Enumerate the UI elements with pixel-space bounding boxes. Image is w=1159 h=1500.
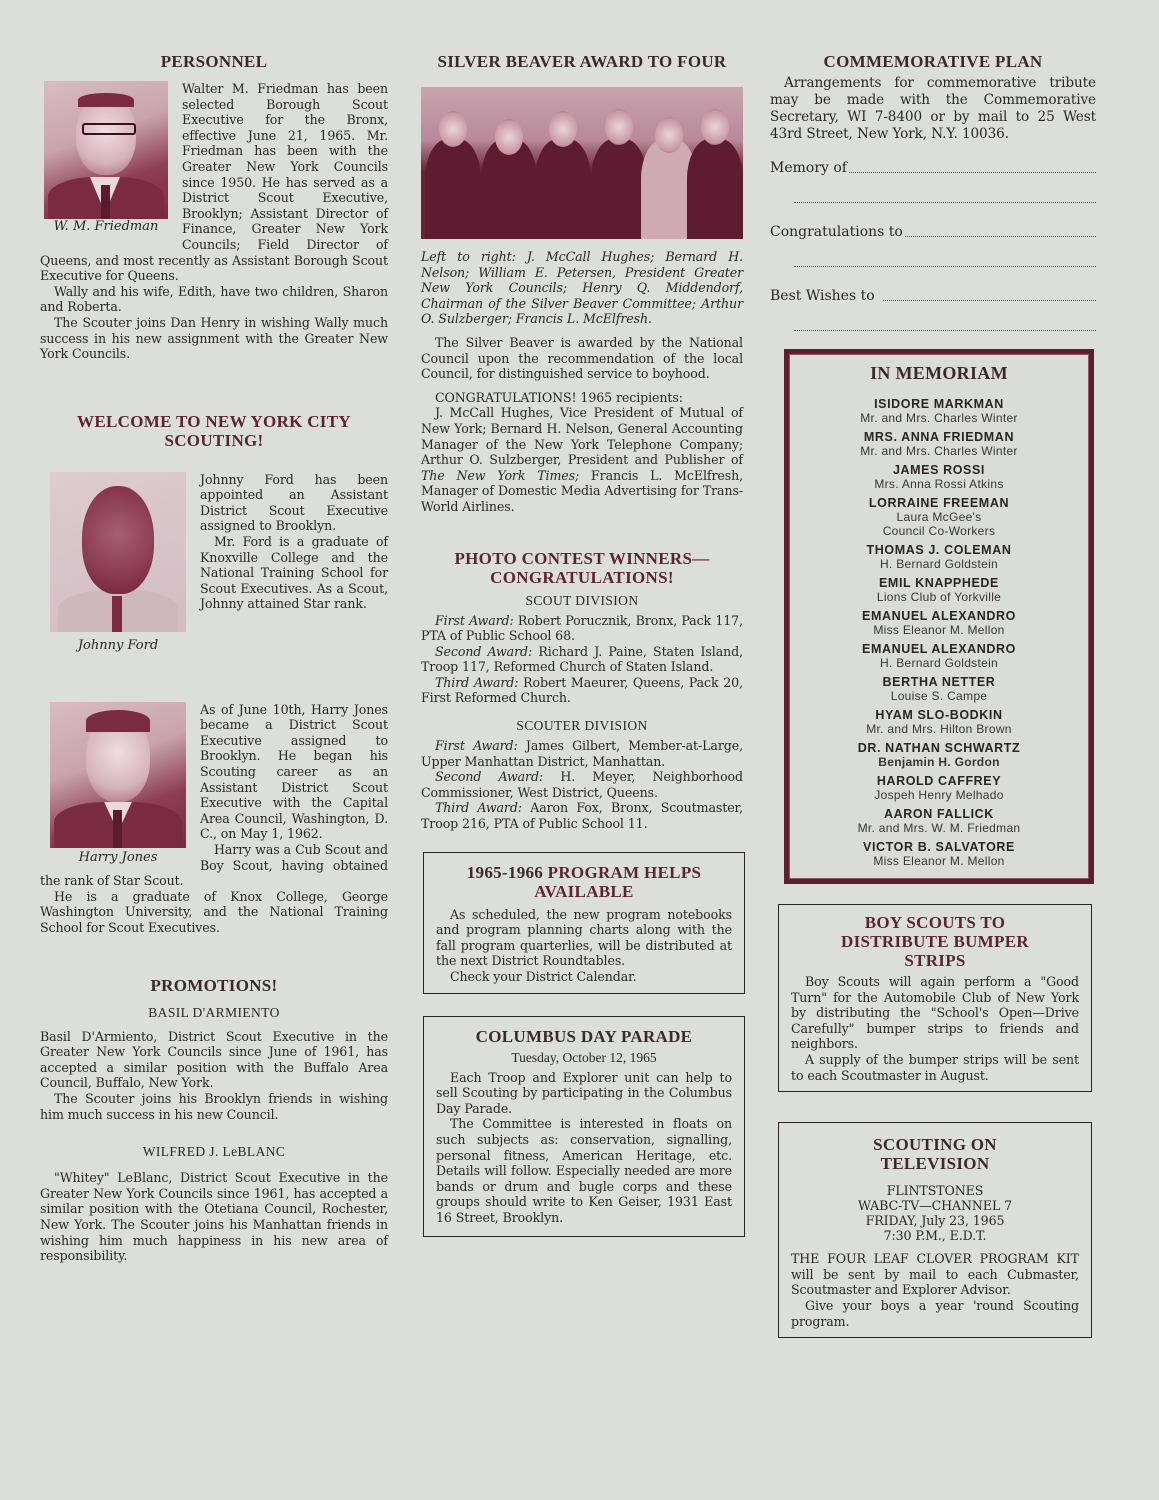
column-left xyxy=(40,52,388,1264)
memoriam-entry xyxy=(797,774,1081,802)
memory-of-line-2[interactable] xyxy=(794,202,1096,203)
award-text: Aaron Fox, Bronx, Scoutmaster, Troop 216, PTA of Public School 11. xyxy=(421,800,743,832)
promotion-paragraph: Basil D'Armiento, District Scout Executive in the Greater New York Councils since June of 1961, has accepted a similar position with the Buffalo Area Council, Buffalo, New York. xyxy=(40,1028,388,1091)
award-item xyxy=(421,769,743,800)
memoriam-donor: Mr. and Mrs. W. M. Friedman xyxy=(857,821,1021,835)
congratulations-to-line-2[interactable] xyxy=(794,266,1096,267)
memoriam-name: EMIL KNAPPHEDE xyxy=(879,576,999,590)
award-item xyxy=(421,800,743,831)
memoriam-name: LORRAINE FREEMAN xyxy=(868,496,1010,510)
award-label: Second Award: xyxy=(435,643,533,659)
memoriam-donor: Louise S. Campe xyxy=(890,689,988,703)
program-helps-box xyxy=(423,852,745,994)
recipients-text: Francis L. McElfresh, Manager of Domestic Media Advertising for Trans-World Airlines. xyxy=(421,467,744,514)
television-heading: SCOUTING ON TELEVISION xyxy=(873,1135,997,1174)
memoriam-donor: Benjamin H. Gordon xyxy=(878,755,1000,769)
memoriam-name: JAMES ROSSI xyxy=(892,463,986,477)
silver-beaver-congrats: CONGRATULATIONS! 1965 recipients: xyxy=(435,389,683,405)
memoriam-entry xyxy=(797,496,1081,538)
ford-paragraph: Mr. Ford is a graduate of Knoxville College and the National Training School for Scout Executives. As a Scout, Johnny attained Star rank. xyxy=(200,534,388,612)
jones-photo-block xyxy=(50,702,186,866)
award-item xyxy=(421,644,743,675)
promotion-name: BASIL D'ARMIENTO xyxy=(148,1004,280,1020)
memoriam-name: THOMAS J. COLEMAN xyxy=(866,543,1012,557)
memoriam-name: ISIDORE MARKMAN xyxy=(874,397,1004,411)
memory-of-label: Memory of xyxy=(770,160,847,176)
silver-beaver-heading: SILVER BEAVER AWARD TO FOUR xyxy=(437,52,727,71)
columbus-heading: COLUMBUS DAY PARADE xyxy=(475,1026,693,1046)
award-label: First Award: xyxy=(435,738,518,754)
silver-beaver-paragraph: The Silver Beaver is awarded by the National Council upon the recommendation of the local Council, for distinguished service to boyhood. xyxy=(421,334,743,382)
division-name: SCOUTER DIVISION xyxy=(516,718,648,734)
bumper-paragraph: A supply of the bumper strips will be sent to each Scoutmaster in August. xyxy=(791,1051,1079,1083)
memoriam-name: VICTOR B. SALVATORE xyxy=(863,840,1015,854)
memoriam-donor: Jospeh Henry Melhado xyxy=(874,788,1004,802)
television-box xyxy=(778,1122,1092,1338)
ford-caption: Johnny Ford xyxy=(77,637,159,653)
promotion-paragraph: "Whitey" LeBlanc, District Scout Executive in the Greater New York Councils since 1961, has accepted a similar position with the Otetiana Council, Rochester, New York. The Scouter joins his Manhattan friends in wishing him much happiness in his new area of responsibility. xyxy=(40,1170,388,1264)
promotion-paragraph: The Scouter joins his Brooklyn friends in wishing him much success in his new Council. xyxy=(40,1090,388,1122)
memoriam-list xyxy=(797,397,1081,868)
memoriam-entry xyxy=(797,397,1081,425)
best-wishes-to-label: Best Wishes to xyxy=(770,288,875,304)
award-label: Third Award: xyxy=(435,674,519,690)
personnel-paragraph: Wally and his wife, Edith, have two children, Sharon and Roberta. xyxy=(40,283,388,315)
memoriam-name: DR. NATHAN SCHWARTZ xyxy=(857,741,1021,755)
jones-paragraph: As of June 10th, Harry Jones became a District Scout Executive assigned to Brooklyn. He began his Scouting career as an Assistant District Scout Executive with the Capital Area Council, Washington, D. C., on May 1, 1962. xyxy=(200,701,388,842)
award-text: Robert Porucznik, Bronx, Pack 117, PTA of Public School 68. xyxy=(421,612,743,644)
memoriam-donor: Miss Eleanor M. Mellon xyxy=(873,623,1005,637)
silver-beaver-group-photo xyxy=(421,87,743,239)
memoriam-entry xyxy=(797,543,1081,571)
tv-channel: WABC-TV—CHANNEL 7 xyxy=(857,1198,1013,1214)
award-text: Richard J. Paine, Staten Island, Troop 117, Reformed Church of Staten Island. xyxy=(421,643,743,675)
memoriam-name: MRS. ANNA FRIEDMAN xyxy=(863,430,1015,444)
nyt-title: The New York Times; xyxy=(421,467,580,483)
program-helps-heading xyxy=(436,863,732,901)
memoriam-donor: Mr. and Mrs. Hilton Brown xyxy=(866,722,1012,736)
columbus-day-box xyxy=(423,1016,745,1237)
ford-paragraph: Johnny Ford has been appointed an Assistant District Scout Executive assigned to Brooklyn. xyxy=(200,471,388,534)
memoriam-donor: Mrs. Anna Rossi Atkins xyxy=(874,477,1004,491)
division-name: SCOUT DIVISION xyxy=(525,592,639,608)
photo-contest-heading: PHOTO CONTEST WINNERS— CONGRATULATIONS! xyxy=(454,548,710,587)
ford-photo-block xyxy=(50,472,186,654)
memoriam-entry xyxy=(797,463,1081,491)
columbus-paragraph: Each Troop and Explorer unit can help to sell Scouting by participating in the Columbus Day Parade. xyxy=(436,1069,732,1116)
recipients-text: J. McCall Hughes, Vice President of Mutual of New York; Bernard H. Nelson, General Accounting Manager of the New York Telephone Company; Arthur O. Sulzberger, President and Publisher of xyxy=(421,405,743,468)
memoriam-name: BERTHA NETTER xyxy=(882,675,996,689)
promotions-section xyxy=(40,976,388,1264)
memoriam-donor: H. Bernard Goldstein xyxy=(879,656,999,670)
memoriam-name: AARON FALLICK xyxy=(884,807,994,821)
memoriam-heading: IN MEMORIAM xyxy=(870,363,1008,383)
award-label: Third Award: xyxy=(435,800,522,816)
silver-beaver-caption: Left to right: J. McCall Hughes; Bernard H. Nelson; William E. Petersen, President Greater New York Councils; Henry Q. Middendorf, Chairman of the Silver Beaver Committee; Arthur O. Sulzberger; Francis L. McElfresh. xyxy=(421,249,743,327)
silver-beaver-recipients xyxy=(421,405,743,514)
promotions-heading: PROMOTIONS! xyxy=(150,975,278,995)
commemorative-heading: COMMEMORATIVE PLAN xyxy=(823,52,1043,71)
friedman-photo xyxy=(44,81,168,219)
personnel-heading: PERSONNEL xyxy=(160,52,268,71)
commemorative-section xyxy=(770,52,1096,331)
ford-article xyxy=(40,472,388,654)
tv-time: 7:30 P.M., E.D.T. xyxy=(883,1228,987,1244)
jones-photo xyxy=(50,702,186,848)
program-helps-year: 1965-1966 xyxy=(466,862,544,882)
award-label: First Award: xyxy=(435,612,514,628)
memoriam-entry xyxy=(797,576,1081,604)
tv-paragraph: Give your boys a year 'round Scouting program. xyxy=(791,1297,1079,1329)
memoriam-entry xyxy=(797,807,1081,835)
friedman-caption: W. M. Friedman xyxy=(53,219,159,234)
congratulations-to-line[interactable] xyxy=(905,236,1096,237)
congratulations-to-field[interactable] xyxy=(770,223,1096,241)
jones-caption: Harry Jones xyxy=(78,849,158,865)
award-text: Robert Maeurer, Queens, Pack 20, First Reformed Church. xyxy=(421,674,743,706)
memoriam-name: HYAM SLO-BODKIN xyxy=(875,708,1003,722)
bumper-paragraph: Boy Scouts will again perform a "Good Turn" for the Automobile Club of New York by distributing the "School's Open—Drive Carefully" bumper strips to friends and neighbors. xyxy=(791,974,1079,1052)
memoriam-entry xyxy=(797,642,1081,670)
personnel-paragraph: The Scouter joins Dan Henry in wishing Wally much success in his new assignment with the Greater New York Councils. xyxy=(40,314,388,362)
program-helps-title: PROGRAM HELPS AVAILABLE xyxy=(534,862,702,901)
memoriam-donor: Mr. and Mrs. Charles Winter xyxy=(860,411,1018,425)
columbus-paragraph: The Committee is interested in floats on such subjects as: conservation, signalling, personal fitness, American Heritage, etc. Details will follow. Especially needed are more bands or drum and bugle corps and these groups should write to Ken Geiser, 1931 East 16 Street, Brooklyn. xyxy=(436,1116,732,1225)
award-label: Second Award: xyxy=(435,769,544,785)
jones-paragraph: Harry was a Cub Scout and Boy Scout, having obtained the rank of Star Scout. xyxy=(40,842,388,889)
tv-paragraph: THE FOUR LEAF CLOVER PROGRAM KIT will be sent by mail to each Cubmaster, Scoutmaster and Explorer Advisor. xyxy=(791,1251,1079,1298)
promotion-name: WILFRED J. LeBLANC xyxy=(142,1144,286,1160)
memoriam-entry xyxy=(797,609,1081,637)
welcome-heading: WELCOME TO NEW YORK CITY SCOUTING! xyxy=(77,411,351,450)
photo-contest-section xyxy=(421,549,743,832)
friedman-photo-block xyxy=(44,81,168,235)
columbus-date: Tuesday, October 12, 1965 xyxy=(511,1049,657,1065)
memoriam-entry xyxy=(797,741,1081,769)
personnel-section xyxy=(40,52,388,362)
jones-paragraph: He is a graduate of Knox College, George Washington University, and the National Training School for Scout Executives. xyxy=(40,888,388,935)
bumper-heading: BOY SCOUTS TO DISTRIBUTE BUMPER STRIPS xyxy=(841,913,1029,970)
program-helps-paragraph: As scheduled, the new program notebooks and program planning charts along with the fall program quarterlies, will be distributed at the next District Roundtables. xyxy=(436,906,732,969)
ford-photo xyxy=(50,472,186,632)
award-item xyxy=(421,738,743,769)
memoriam-donor: Mr. and Mrs. Charles Winter xyxy=(860,444,1018,458)
memoriam-entry xyxy=(797,430,1081,458)
program-helps-paragraph: Check your District Calendar. xyxy=(450,969,637,984)
award-item xyxy=(421,675,743,706)
congratulations-to-label: Congratulations to xyxy=(770,224,903,240)
tv-date: FRIDAY, July 23, 1965 xyxy=(865,1213,1005,1229)
memory-of-line[interactable] xyxy=(849,172,1096,173)
best-wishes-to-field[interactable] xyxy=(770,287,1096,305)
commemorative-paragraph: Arrangements for commemorative tribute may be made with the Commemorative Secretary, WI 7-8400 or by mail to 25 West 43rd Street, New York, N.Y. 10036. xyxy=(770,75,1096,142)
award-text: H. Meyer, Neighborhood Commissioner, West District, Queens. xyxy=(421,769,743,800)
tv-show: FLINTSTONES xyxy=(886,1183,984,1199)
column-middle xyxy=(421,52,743,1237)
memoriam-name: EMANUEL ALEXANDRO xyxy=(862,642,1016,656)
in-memoriam-box xyxy=(784,349,1094,884)
welcome-section xyxy=(40,412,388,936)
memory-of-field[interactable] xyxy=(770,159,1096,177)
memoriam-name: EMANUEL ALEXANDRO xyxy=(862,609,1016,623)
memoriam-name: HAROLD CAFFREY xyxy=(876,774,1002,788)
memoriam-donor: H. Bernard Goldstein xyxy=(879,557,999,571)
award-item xyxy=(421,613,743,644)
memoriam-entry xyxy=(797,708,1081,736)
jones-article xyxy=(40,702,388,936)
award-text: James Gilbert, Member-at-Large, Upper Manhattan District, Manhattan. xyxy=(421,738,743,769)
best-wishes-to-line[interactable] xyxy=(883,300,1096,301)
memoriam-donor: Laura McGee's Council Co-Workers xyxy=(882,510,996,538)
memoriam-entry xyxy=(797,840,1081,868)
silver-beaver-section xyxy=(421,52,743,515)
memoriam-donor: Lions Club of Yorkville xyxy=(876,590,1002,604)
memoriam-donor: Miss Eleanor M. Mellon xyxy=(873,854,1005,868)
column-right xyxy=(770,52,1096,1338)
personnel-paragraph: Walter M. Friedman has been selected Borough Scout Executive for the Bronx, effective June 21, 1965. Mr. Friedman has been with the Greater New York Councils since 1950. He has served as a District Scout Executive, Brooklyn; Assistant Director of Finance, Greater New York Councils; Field Director of Queens, and most recently as Assistant Borough Scout Executive for Queens. xyxy=(40,81,388,284)
memoriam-entry xyxy=(797,675,1081,703)
bumper-strips-box xyxy=(778,904,1092,1092)
